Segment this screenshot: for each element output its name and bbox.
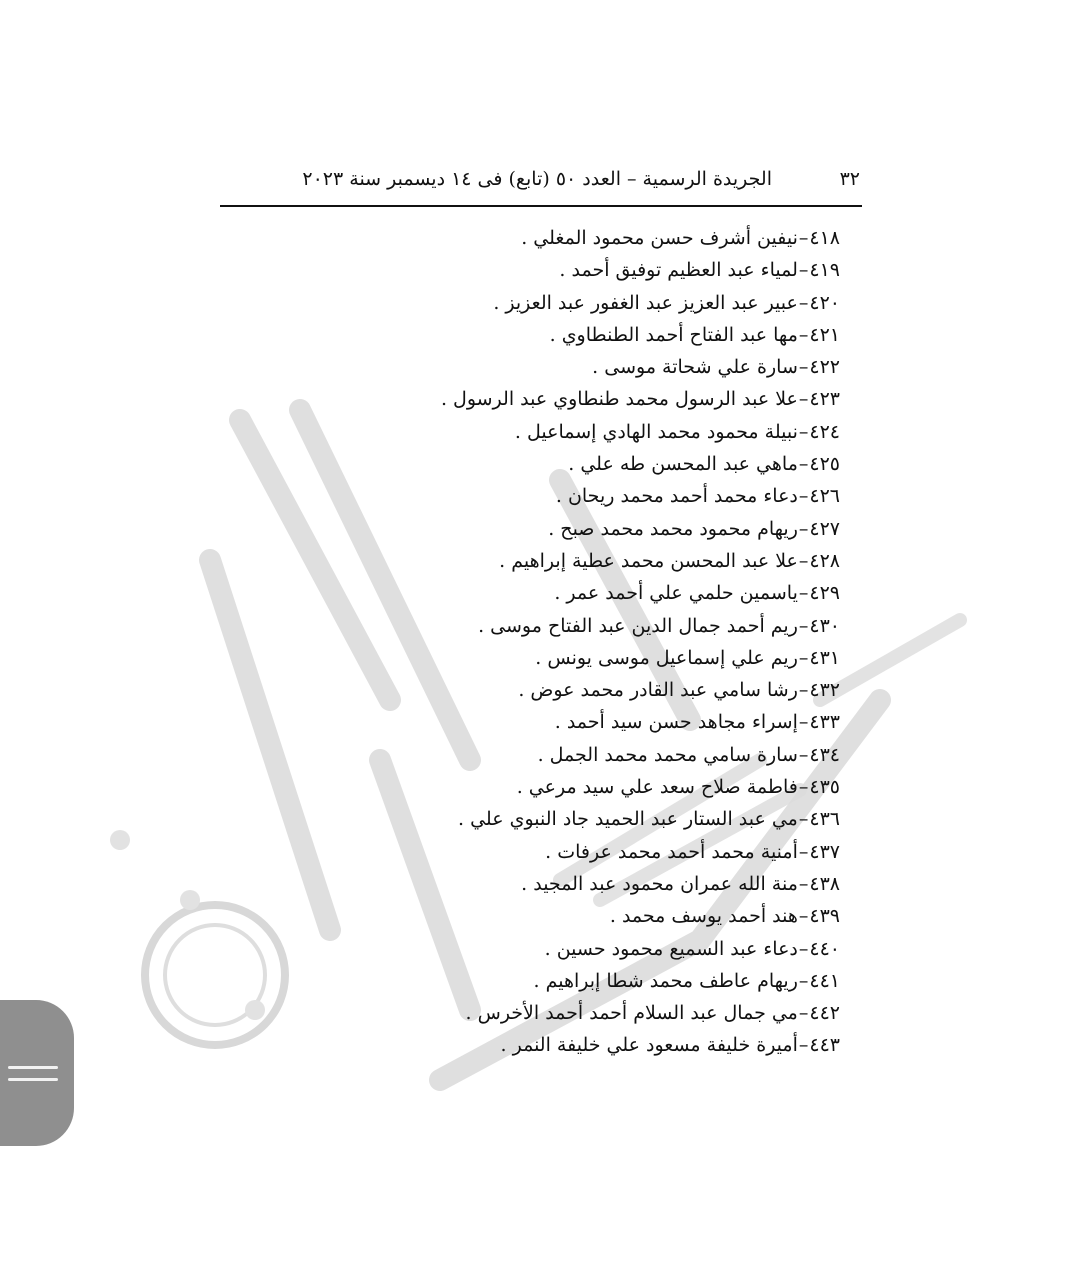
entry-name: سارة علي شحاتة موسى . <box>592 356 798 379</box>
entry-number: ٤٤١ <box>809 969 840 992</box>
entry-name: مها عبد الفتاح أحمد الطنطاوي . <box>549 323 798 346</box>
entry-dash: – <box>798 969 809 992</box>
menu-lines-icon <box>8 1066 58 1069</box>
entry-dash: – <box>798 743 809 766</box>
list-item <box>180 577 840 609</box>
list-item <box>180 254 840 286</box>
entry-name: نيفين أشرف حسن محمود المغلي . <box>521 227 798 249</box>
entry-name: ريهام محمود محمد محمد صبح . <box>548 517 798 540</box>
list-item <box>180 933 840 965</box>
entry-name: علا عبد المحسن محمد عطية إبراهيم . <box>499 549 798 572</box>
entry-dash: – <box>798 1002 809 1025</box>
entry-dash: – <box>798 549 809 572</box>
entry-number: ٤٣٣ <box>809 711 840 734</box>
entry-name: سارة سامي محمد محمد الجمل . <box>537 743 798 766</box>
entry-number: ٤٢٤ <box>809 420 840 443</box>
entry-name: ريهام عاطف محمد شطا إبراهيم . <box>533 969 798 992</box>
entry-number: ٤٢٣ <box>809 388 840 411</box>
list-item <box>180 416 840 448</box>
names-list <box>180 222 840 1062</box>
list-item <box>180 513 840 545</box>
entry-dash: – <box>798 711 809 734</box>
entry-dash: – <box>798 291 809 314</box>
entry-name: فاطمة صلاح سعد علي سيد مرعي . <box>516 776 798 799</box>
entry-name: عبير عبد العزيز عبد الغفور عبد العزيز . <box>493 291 798 314</box>
side-menu-handle[interactable] <box>0 1000 74 1146</box>
list-item <box>180 383 840 415</box>
list-item <box>180 900 840 932</box>
entry-dash: – <box>798 679 809 702</box>
list-item <box>180 868 840 900</box>
entry-dash: – <box>798 323 809 346</box>
entry-name: مي جمال عبد السلام أحمد أحمد الأخرس . <box>465 1002 798 1025</box>
entry-dash: – <box>798 614 809 637</box>
entry-dash: – <box>798 582 809 605</box>
entry-number: ٤٤٢ <box>809 1002 840 1025</box>
entry-number: ٤٢٧ <box>809 517 840 540</box>
list-item <box>180 287 840 319</box>
entry-name: ريم أحمد جمال الدين عبد الفتاح موسى . <box>478 614 798 637</box>
header-rule <box>220 205 862 207</box>
list-item <box>180 545 840 577</box>
page-header <box>220 160 860 200</box>
entry-dash: – <box>798 905 809 928</box>
entry-number: ٤٢٩ <box>809 582 840 605</box>
entry-name: هند أحمد يوسف محمد . <box>609 905 798 928</box>
entry-dash: – <box>798 453 809 476</box>
list-item <box>180 706 840 738</box>
entry-number: ٤٢٦ <box>809 485 840 508</box>
entry-name: دعاء محمد أحمد محمد ريحان . <box>555 485 798 508</box>
entry-number: ٤٣٧ <box>809 840 840 863</box>
entry-name: مي عبد الستار عبد الحميد جاد النبوي علي . <box>457 808 798 831</box>
list-item <box>180 319 840 351</box>
entry-number: ٤٢٥ <box>809 453 840 476</box>
entry-dash: – <box>798 937 809 960</box>
list-item <box>180 836 840 868</box>
list-item <box>180 222 840 254</box>
entry-number: ٤٣٨ <box>809 872 840 895</box>
entry-number: ٤٣٤ <box>809 743 840 766</box>
entry-number: ٤٢٢ <box>809 356 840 379</box>
entry-number: ٤٢٠ <box>809 291 840 314</box>
entry-dash: – <box>798 646 809 669</box>
list-item <box>180 997 840 1029</box>
entry-number: ٤٣٦ <box>809 808 840 831</box>
entry-number: ٤٣٢ <box>809 679 840 702</box>
list-item <box>180 771 840 803</box>
entry-name: ماهي عبد المحسن طه علي . <box>568 453 798 476</box>
entry-name: علا عبد الرسول محمد طنطاوي عبد الرسول . <box>440 388 798 411</box>
entry-number: ٤٣١ <box>809 646 840 669</box>
list-item <box>180 965 840 997</box>
running-head: الجريدة الرسمية – العدد ٥٠ (تابع) فى ١٤ ديسمبر سنة ٢٠٢٣ <box>302 168 772 190</box>
entry-number: ٤٣٠ <box>809 614 840 637</box>
list-item <box>180 351 840 383</box>
entry-number: ٤٢١ <box>809 323 840 346</box>
entry-dash: – <box>798 356 809 379</box>
entry-name: أميرة خليفة مسعود علي خليفة النمر . <box>500 1034 798 1057</box>
entry-number: ٤٣٩ <box>809 905 840 928</box>
entry-dash: – <box>798 259 809 282</box>
entry-dash: – <box>798 872 809 895</box>
list-item <box>180 480 840 512</box>
entry-name: دعاء عبد السميع محمود حسين . <box>544 937 798 960</box>
entry-dash: – <box>798 808 809 831</box>
list-item <box>180 448 840 480</box>
entry-dash: – <box>798 485 809 508</box>
entry-dash: – <box>798 420 809 443</box>
entry-dash: – <box>798 1034 809 1057</box>
entry-dash: – <box>798 840 809 863</box>
entry-name: لمياء عبد العظيم توفيق أحمد . <box>559 259 798 282</box>
entry-name: إسراء مجاهد حسن سيد أحمد . <box>554 711 798 734</box>
list-item <box>180 739 840 771</box>
list-item <box>180 674 840 706</box>
entry-number: ٤٣٥ <box>809 776 840 799</box>
entry-dash: – <box>798 227 809 249</box>
list-item <box>180 642 840 674</box>
entry-number: ٤٤٠ <box>809 937 840 960</box>
entry-name: أمنية محمد أحمد محمد عرفات . <box>545 840 798 863</box>
entry-dash: – <box>798 388 809 411</box>
entry-name: ياسمين حلمي علي أحمد عمر . <box>554 582 798 605</box>
menu-lines-icon <box>8 1078 58 1081</box>
entry-name: ريم علي إسماعيل موسى يونس . <box>535 646 798 669</box>
list-item <box>180 803 840 835</box>
entry-dash: – <box>798 776 809 799</box>
page-number: ٣٢ <box>839 168 860 190</box>
entry-name: منة الله عمران محمود عبد المجيد . <box>521 872 798 895</box>
entry-dash: – <box>798 517 809 540</box>
entry-number: ٤٢٨ <box>809 549 840 572</box>
entry-number: ٤٤٣ <box>809 1034 840 1057</box>
entry-name: نبيلة محمود محمد الهادي إسماعيل . <box>514 420 798 443</box>
list-item <box>180 610 840 642</box>
list-item <box>180 1029 840 1061</box>
entry-name: رشا سامي عبد القادر محمد عوض . <box>518 679 798 702</box>
entry-number: ٤١٨ <box>809 227 840 249</box>
entry-number: ٤١٩ <box>809 259 840 282</box>
